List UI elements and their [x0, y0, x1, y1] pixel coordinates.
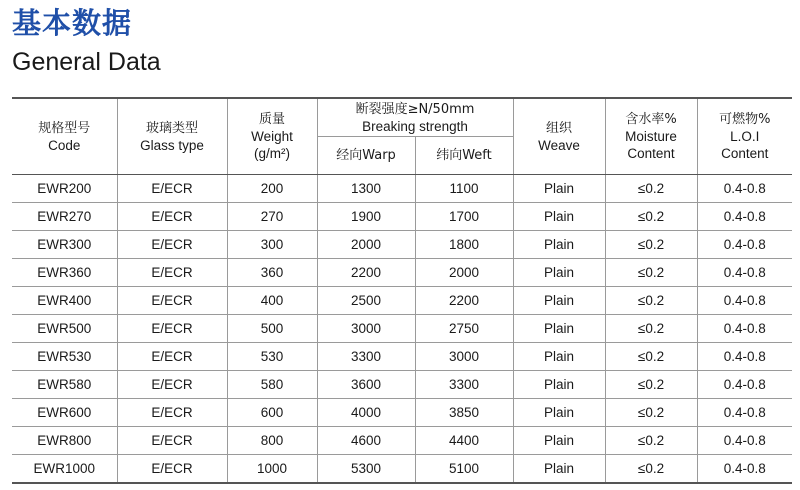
- cell-weave: Plain: [513, 315, 605, 343]
- header-weave: [513, 98, 605, 175]
- cell-warp: 3600: [317, 371, 415, 399]
- cell-loi: 0.4-0.8: [697, 259, 792, 287]
- cell-moisture: ≤0.2: [605, 427, 697, 455]
- cell-warp: 1900: [317, 203, 415, 231]
- cell-glass-type: E/ECR: [117, 399, 227, 427]
- header-weave-en: Weave: [538, 137, 580, 153]
- cell-weave: Plain: [513, 231, 605, 259]
- cell-moisture: ≤0.2: [605, 175, 697, 203]
- cell-loi: 0.4-0.8: [697, 231, 792, 259]
- cell-weight: 1000: [227, 455, 317, 484]
- cell-loi: 0.4-0.8: [697, 287, 792, 315]
- header-breaking-en: Breaking strength: [362, 118, 468, 134]
- cell-weight: 200: [227, 175, 317, 203]
- cell-glass-type: E/ECR: [117, 231, 227, 259]
- cell-weft: 3000: [415, 343, 513, 371]
- cell-moisture: ≤0.2: [605, 231, 697, 259]
- cell-code: EWR600: [12, 399, 117, 427]
- cell-glass-type: E/ECR: [117, 343, 227, 371]
- cell-weight: 400: [227, 287, 317, 315]
- cell-warp: 4600: [317, 427, 415, 455]
- cell-glass-type: E/ECR: [117, 287, 227, 315]
- cell-warp: 5300: [317, 455, 415, 484]
- table-row: [12, 399, 792, 427]
- cell-weight: 300: [227, 231, 317, 259]
- cell-weave: Plain: [513, 427, 605, 455]
- cell-code: EWR300: [12, 231, 117, 259]
- table-row: [12, 203, 792, 231]
- cell-weave: Plain: [513, 203, 605, 231]
- header-weft: 纬向Weft: [415, 137, 513, 175]
- cell-moisture: ≤0.2: [605, 315, 697, 343]
- cell-warp: 2500: [317, 287, 415, 315]
- cell-code: EWR530: [12, 343, 117, 371]
- cell-code: EWR1000: [33, 461, 96, 476]
- cell-moisture: ≤0.2: [605, 287, 697, 315]
- header-glass-type: [117, 98, 227, 175]
- cell-weave: Plain: [513, 343, 605, 371]
- cell-moisture: ≤0.2: [605, 455, 697, 484]
- cell-warp: 1300: [317, 175, 415, 203]
- cell-loi: 0.4-0.8: [697, 343, 792, 371]
- general-data-table: [12, 97, 792, 484]
- cell-weave: Plain: [513, 371, 605, 399]
- header-moisture: [605, 98, 697, 175]
- cell-weft: 2200: [415, 287, 513, 315]
- cell-glass-type: E/ECR: [117, 315, 227, 343]
- cell-moisture: ≤0.2: [605, 371, 697, 399]
- table-row: [12, 175, 792, 203]
- header-weight-unit: (g/m²): [254, 146, 290, 161]
- header-weight-cn: 质量: [258, 112, 285, 127]
- cell-weight: 600: [227, 399, 317, 427]
- header-code-cn: 规格型号: [38, 120, 91, 136]
- cell-glass-type: E/ECR: [117, 175, 227, 203]
- cell-code: EWR500: [12, 315, 117, 343]
- header-glass-en: Glass type: [140, 137, 204, 153]
- cell-code: EWR360: [12, 259, 117, 287]
- cell-warp: 3300: [317, 343, 415, 371]
- header-code-en: Code: [48, 137, 81, 153]
- cell-weight: 270: [227, 203, 317, 231]
- header-loi-en: L.O.I: [730, 129, 760, 144]
- cell-warp: 2000: [317, 231, 415, 259]
- cell-weave: Plain: [513, 399, 605, 427]
- cell-weft: 1800: [415, 231, 513, 259]
- cell-warp: 3000: [317, 315, 415, 343]
- table-body: [12, 175, 792, 484]
- header-weight: [227, 98, 317, 175]
- cell-moisture: ≤0.2: [605, 399, 697, 427]
- cell-weight: 800: [227, 427, 317, 455]
- table-row: [12, 455, 792, 484]
- cell-weft: 2750: [415, 315, 513, 343]
- cell-loi: 0.4-0.8: [697, 175, 792, 203]
- cell-loi: 0.4-0.8: [697, 399, 792, 427]
- cell-glass-type: E/ECR: [117, 427, 227, 455]
- cell-glass-type: E/ECR: [117, 203, 227, 231]
- cell-weave: Plain: [513, 259, 605, 287]
- header-moisture-content: Content: [627, 146, 675, 161]
- header-loi-content: Content: [721, 146, 769, 161]
- cell-weight: 360: [227, 259, 317, 287]
- header-loi-cn: 可燃物%: [719, 112, 771, 127]
- table-row: [12, 287, 792, 315]
- cell-glass-type: E/ECR: [117, 455, 227, 484]
- page-title-chinese: 基本数据: [12, 6, 133, 40]
- cell-weave: Plain: [513, 455, 605, 484]
- cell-weight: 530: [227, 343, 317, 371]
- table-row: [12, 371, 792, 399]
- cell-weft: 4400: [415, 427, 513, 455]
- cell-moisture: ≤0.2: [605, 259, 697, 287]
- cell-moisture: ≤0.2: [605, 203, 697, 231]
- cell-weight: 500: [227, 315, 317, 343]
- cell-warp: 4000: [317, 399, 415, 427]
- header-warp: 经向Warp: [317, 137, 415, 175]
- cell-loi: 0.4-0.8: [697, 203, 792, 231]
- cell-code: EWR400: [12, 287, 117, 315]
- cell-weft: 1700: [415, 203, 513, 231]
- table-row: [12, 259, 792, 287]
- header-code: [12, 98, 117, 175]
- cell-weight: 580: [227, 371, 317, 399]
- header-breaking-cn: 断裂强度≥N/50mm: [355, 101, 475, 117]
- header-weight-en: Weight: [251, 129, 293, 144]
- cell-loi: 0.4-0.8: [697, 455, 792, 484]
- cell-code: EWR270: [12, 203, 117, 231]
- cell-moisture: ≤0.2: [605, 343, 697, 371]
- table-header: [12, 98, 792, 175]
- cell-warp: 2200: [317, 259, 415, 287]
- cell-weft: 3300: [415, 371, 513, 399]
- cell-glass-type: E/ECR: [117, 259, 227, 287]
- cell-code: EWR200: [12, 175, 117, 203]
- table-row: [12, 427, 792, 455]
- header-glass-cn: 玻璃类型: [145, 120, 198, 136]
- page-title-english: General Data: [12, 48, 161, 76]
- cell-weft: 1100: [415, 175, 513, 203]
- cell-loi: 0.4-0.8: [697, 315, 792, 343]
- cell-weave: Plain: [513, 175, 605, 203]
- cell-weave: Plain: [513, 287, 605, 315]
- table-row: [12, 231, 792, 259]
- header-breaking-strength: [317, 98, 513, 137]
- cell-weft: 5100: [415, 455, 513, 484]
- header-moisture-en: Moisture: [625, 129, 677, 144]
- cell-code: EWR800: [12, 427, 117, 455]
- header-weave-cn: 组织: [545, 120, 572, 136]
- cell-weft: 2000: [415, 259, 513, 287]
- cell-loi: 0.4-0.8: [697, 427, 792, 455]
- cell-code: EWR580: [12, 371, 117, 399]
- cell-loi: 0.4-0.8: [697, 371, 792, 399]
- table-row: [12, 343, 792, 371]
- header-loi: [697, 98, 792, 175]
- cell-weft: 3850: [415, 399, 513, 427]
- table-row: [12, 315, 792, 343]
- header-moisture-cn: 含水率%: [625, 112, 677, 127]
- cell-glass-type: E/ECR: [117, 371, 227, 399]
